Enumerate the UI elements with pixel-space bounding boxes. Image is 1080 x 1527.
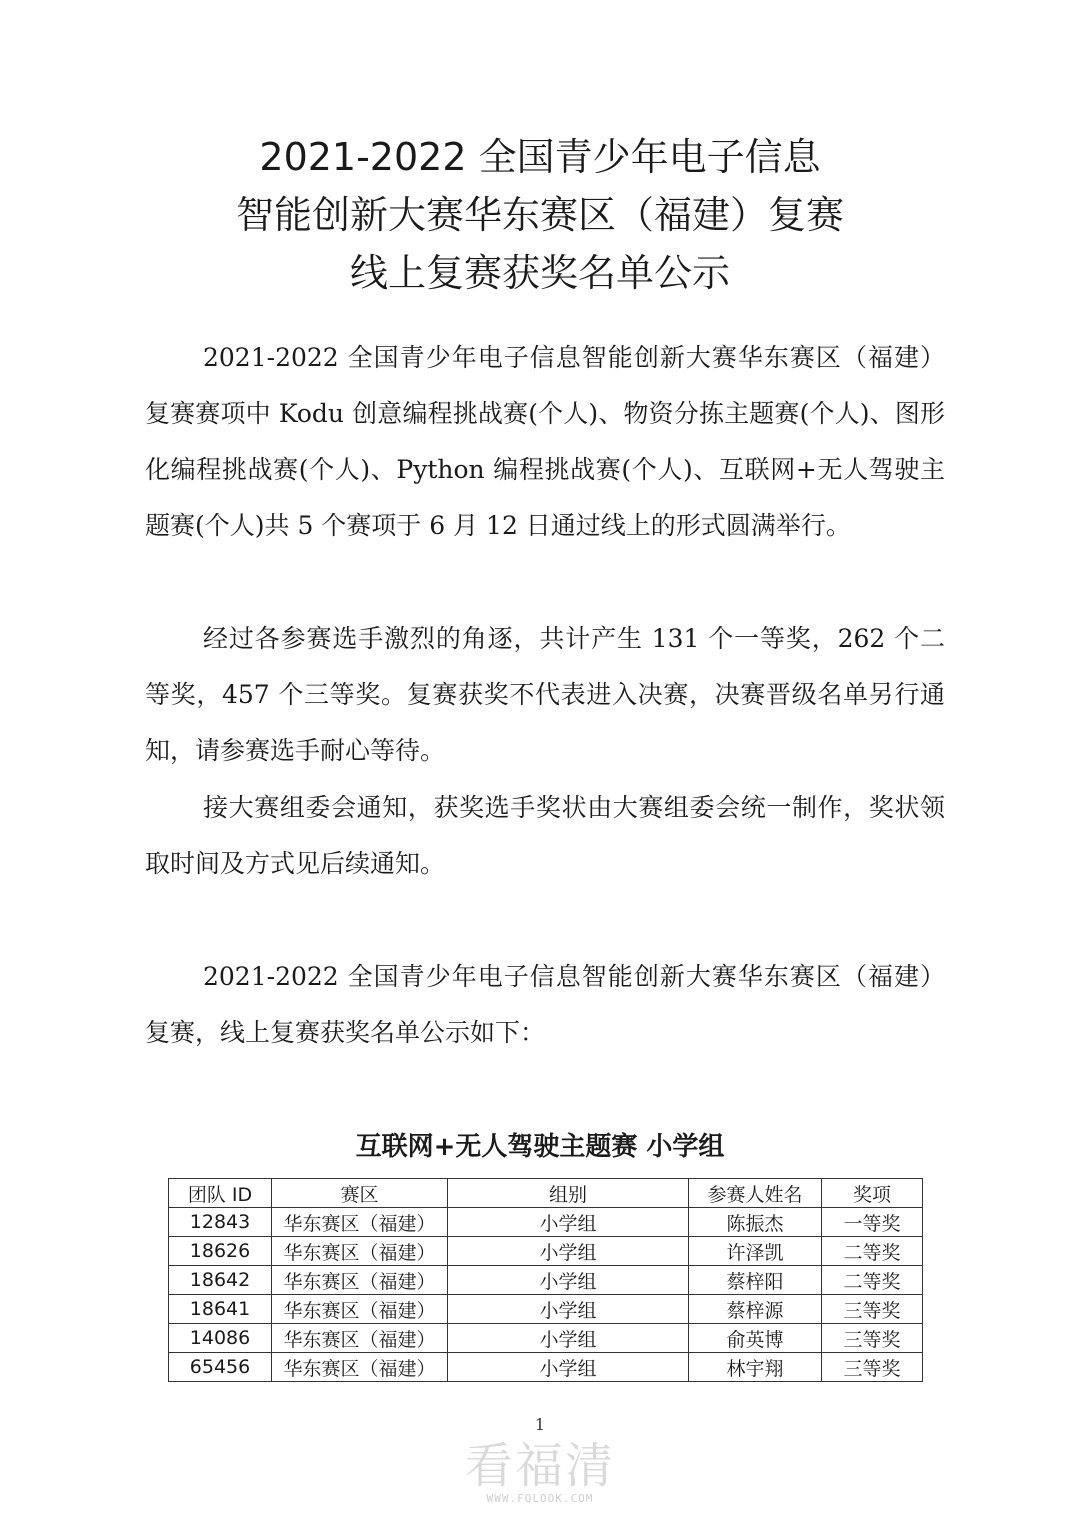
cell-participant-name: 蔡梓源 <box>689 1295 822 1324</box>
table-row <box>169 1295 923 1324</box>
table-row <box>169 1353 923 1382</box>
cell-award: 三等奖 <box>822 1353 923 1382</box>
cell-group: 小学组 <box>448 1208 689 1237</box>
cell-region: 华东赛区（福建） <box>272 1208 448 1237</box>
header-group: 组别 <box>448 1179 689 1208</box>
cell-participant-name: 许泽凯 <box>689 1237 822 1266</box>
cell-region: 华东赛区（福建） <box>272 1266 448 1295</box>
cell-participant-name: 蔡梓阳 <box>689 1266 822 1295</box>
document-title <box>0 128 1080 302</box>
cell-award: 一等奖 <box>822 1208 923 1237</box>
paragraph-intro: 2021-2022 全国青少年电子信息智能创新大赛华东赛区（福建）复赛赛项中 Kodu 创意编程挑战赛(个人)、物资分拣主题赛(个人)、图形化编程挑战赛(个人)、Python 编程挑战赛(个人)、互联网+无人驾驶主题赛(个人)共 5 个赛项于 6 月 12 日通过线上的形式圆满举行。 <box>145 343 945 540</box>
cell-participant-name: 陈振杰 <box>689 1208 822 1237</box>
table-row <box>169 1324 923 1353</box>
cell-award: 三等奖 <box>822 1295 923 1324</box>
title-line-1: 2021-2022 全国青少年电子信息 <box>259 135 821 179</box>
cell-participant-name: 俞英博 <box>689 1324 822 1353</box>
cell-group: 小学组 <box>448 1295 689 1324</box>
page-number: 1 <box>534 1415 546 1434</box>
table-row <box>169 1208 923 1237</box>
cell-award: 二等奖 <box>822 1237 923 1266</box>
header-award: 奖项 <box>822 1179 923 1208</box>
paragraph-results: 经过各参赛选手激烈的角逐，共计产生 131 个一等奖，262 个二等奖，457 个三等奖。复赛获奖不代表进入决赛，决赛晋级名单另行通知，请参赛选手耐心等待。 <box>145 624 945 765</box>
cell-region: 华东赛区（福建） <box>272 1324 448 1353</box>
watermark-text: 看福清 <box>464 1438 615 1494</box>
cell-group: 小学组 <box>448 1266 689 1295</box>
header-team-id: 团队 ID <box>169 1179 272 1208</box>
cell-award: 三等奖 <box>822 1324 923 1353</box>
awards-table <box>168 1178 923 1382</box>
header-region: 赛区 <box>272 1179 448 1208</box>
cell-team-id: 18626 <box>169 1237 272 1266</box>
paragraph-certificates: 接大赛组委会通知，获奖选手奖状由大赛组委会统一制作，奖状领取时间及方式见后续通知。 <box>145 793 945 878</box>
cell-group: 小学组 <box>448 1237 689 1266</box>
cell-group: 小学组 <box>448 1324 689 1353</box>
cell-team-id: 65456 <box>169 1353 272 1382</box>
cell-region: 华东赛区（福建） <box>272 1295 448 1324</box>
cell-region: 华东赛区（福建） <box>272 1237 448 1266</box>
paragraph-list-intro: 2021-2022 全国青少年电子信息智能创新大赛华东赛区（福建）复赛，线上复赛获奖名单公示如下： <box>145 962 945 1047</box>
cell-region: 华东赛区（福建） <box>272 1353 448 1382</box>
cell-team-id: 14086 <box>169 1324 272 1353</box>
watermark-url: WWW.FQLOOK.COM <box>486 1492 594 1505</box>
table-header-row <box>169 1179 923 1208</box>
table-row <box>169 1237 923 1266</box>
cell-team-id: 18641 <box>169 1295 272 1324</box>
cell-award: 二等奖 <box>822 1266 923 1295</box>
table-title: 互联网+无人驾驶主题赛 小学组 <box>355 1132 725 1162</box>
watermark-logo <box>0 1440 1080 1506</box>
cell-team-id: 18642 <box>169 1266 272 1295</box>
cell-team-id: 12843 <box>169 1208 272 1237</box>
table-row <box>169 1266 923 1295</box>
cell-group: 小学组 <box>448 1353 689 1382</box>
header-participant-name: 参赛人姓名 <box>689 1179 822 1208</box>
title-line-2: 智能创新大赛华东赛区（福建）复赛 <box>235 193 844 237</box>
cell-participant-name: 林宇翔 <box>689 1353 822 1382</box>
title-line-3: 线上复赛获奖名单公示 <box>349 251 730 295</box>
